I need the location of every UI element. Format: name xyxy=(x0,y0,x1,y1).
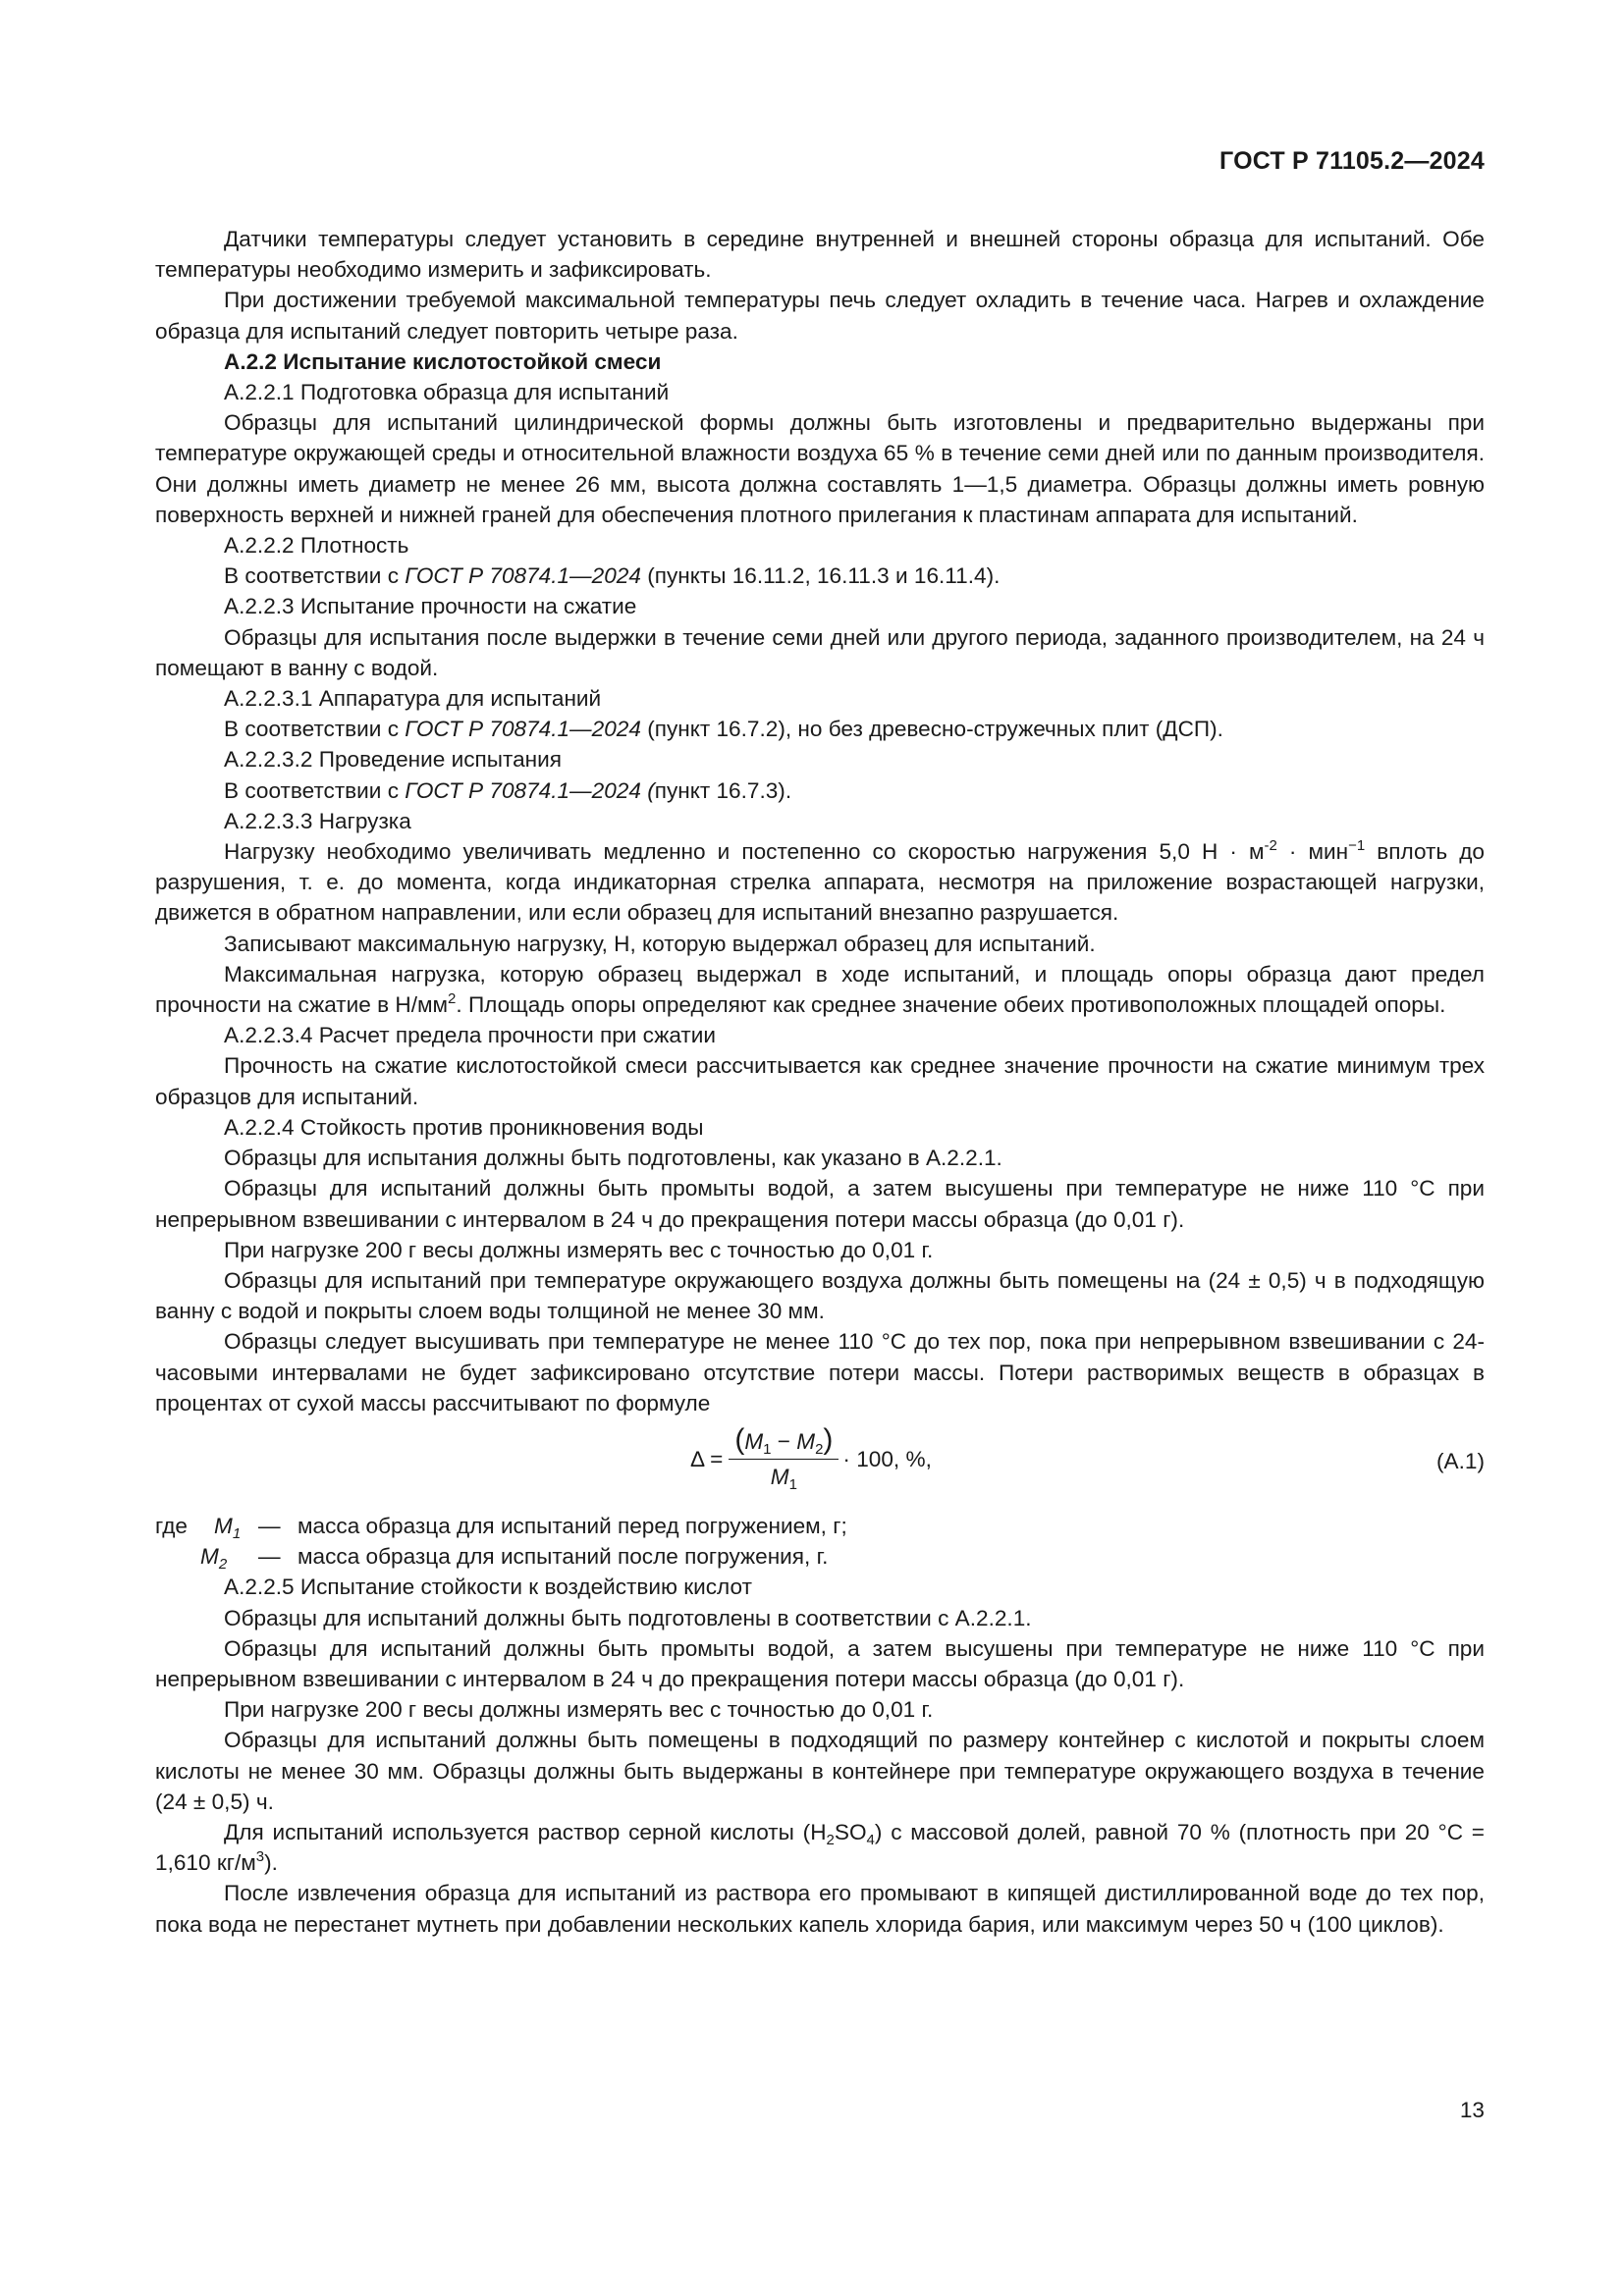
document-body xyxy=(155,224,1485,1940)
text: В соответствии с xyxy=(224,563,406,589)
standard-reference: ГОСТ Р 70874.1—2024 ( xyxy=(405,777,655,803)
symbol-definitions xyxy=(155,1511,1485,1572)
symbol-m2: M xyxy=(796,1428,816,1454)
text: (пункты 16.11.2, 16.11.3 и 16.11.4). xyxy=(640,563,1001,589)
subsection-title: А.2.2.2 Плотность xyxy=(224,533,409,559)
paragraph xyxy=(155,714,1485,744)
document-code-header: ГОСТ Р 71105.2—2024 xyxy=(1219,147,1485,175)
text: вплоть до разрушения, т. е. до момента, когда индикаторная стрелка аппарата, несмотря на приложение возрастающей нагрузки, движется в обратном направлении, или если образец для испытаний внезапно разрушается. xyxy=(155,839,1485,926)
subscript: 4 xyxy=(866,1831,875,1848)
paragraph: Образцы для испытаний должны быть промыты водой, а затем высушены при температуре не ниже 110 °C при непрерывном взвешивании с интервалом в 24 ч до прекращения потери массы образца (до 0,01 г). xyxy=(155,1635,1485,1691)
subscript: 1 xyxy=(788,1476,797,1494)
superscript: -2 xyxy=(1264,837,1277,855)
formula-expression xyxy=(690,1422,932,1494)
paragraph: Прочность на сжатие кислотостойкой смеси рассчитывается как среднее значение прочности на сжатие минимум трех образцов для испытаний. xyxy=(155,1053,1485,1109)
subsection-title: А.2.2.3.2 Проведение испытания xyxy=(224,747,562,773)
paragraph: Образцы для испытаний при температуре окружающего воздуха должны быть помещены на (24 ± 0,5) ч в подходящую ванну с водой и покрыты слоем воды толщиной не менее 30 мм. xyxy=(155,1267,1485,1324)
formula-numerator xyxy=(729,1422,839,1460)
superscript: 3 xyxy=(255,1848,265,1866)
definition-row xyxy=(155,1541,1485,1572)
definition-dash: — xyxy=(258,1544,281,1570)
text: · мин xyxy=(1276,839,1349,865)
paragraph: Образцы следует высушивать при температуре не менее 110 °C до тех пор, пока при непрерывном взвешивании с 24-часовыми интервалами не будет зафиксировано отсутствие потери массы. Потери растворимых веществ в образцах в процентах от сухой массы рассчитывают по формуле xyxy=(155,1329,1485,1415)
subsection-title: А.2.2.3.4 Расчет предела прочности при сжатии xyxy=(224,1023,716,1048)
page-number: 13 xyxy=(1459,2098,1485,2122)
definition-text: масса образца для испытаний после погружения, г. xyxy=(298,1544,829,1570)
text: Для испытаний используется раствор серной кислоты (H xyxy=(224,1819,827,1844)
equation-number: (А.1) xyxy=(1436,1448,1485,1473)
text: Максимальная нагрузка, которую образец выдержал в ходе испытаний, и площадь опоры образца дают предел прочности на сжатие в Н/мм xyxy=(155,961,1485,1018)
paragraph: При нагрузке 200 г весы должны измерять вес с точностью до 0,01 г. xyxy=(224,1237,934,1262)
paragraph: Образцы для испытаний цилиндрической формы должны быть изготовлены и предварительно выдержаны при температуре окружающей среды и относительной влажности воздуха 65 % в течение семи дней или по данным производителя. Они должны иметь диаметр не менее 26 мм, высота должна составлять 1—1,5 диаметра. Образцы должны иметь ровную поверхность верхней и нижней граней для обеспечения плотного прилегания к пластинам аппарата для испытаний. xyxy=(155,410,1485,527)
subsection-title: А.2.2.3.1 Аппаратура для испытаний xyxy=(224,686,602,712)
superscript: −1 xyxy=(1348,837,1366,855)
text: ). xyxy=(264,1850,278,1876)
paragraph xyxy=(155,836,1485,929)
paragraph: Образцы для испытаний должны быть промыты водой, а затем высушены при температуре не ниже 110 °C при непрерывном взвешивании с интервалом в 24 ч до прекращения потери массы образца (до 0,01 г). xyxy=(155,1176,1485,1232)
text: ) с массовой долей, равной 70 % (плотность при 20 °C = 1,610 кг/м xyxy=(155,1819,1486,1876)
subscript: 2 xyxy=(826,1831,835,1848)
symbol-m1: M xyxy=(770,1465,789,1490)
standard-reference: ГОСТ Р 70874.1—2024 xyxy=(405,563,641,589)
definition-row xyxy=(155,1511,1485,1541)
subscript: 2 xyxy=(815,1440,824,1458)
subsection-title: А.2.2.5 Испытание стойкости к воздействию кислот xyxy=(224,1575,752,1600)
paragraph: Записывают максимальную нагрузку, Н, которую выдержал образец для испытаний. xyxy=(224,931,1096,956)
paren-close: ) xyxy=(823,1422,834,1456)
where-label: где xyxy=(155,1513,188,1538)
subsection-title: А.2.2.1 Подготовка образца для испытаний xyxy=(224,380,670,405)
paragraph: Образцы для испытаний должны быть подготовлены в соответствии с А.2.2.1. xyxy=(224,1605,1032,1630)
text: пункт 16.7.3). xyxy=(654,777,792,803)
paragraph xyxy=(155,561,1485,591)
formula-lhs: Δ = xyxy=(690,1447,724,1472)
subsection-title: А.2.2.3 Испытание прочности на сжатие xyxy=(224,594,637,619)
paragraph: Образцы для испытания должны быть подготовлены, как указано в А.2.2.1. xyxy=(224,1146,1002,1171)
paragraph: Образцы для испытания после выдержки в течение семи дней или другого периода, заданного производителем, на 24 ч помещают в ванну с водой. xyxy=(155,624,1485,680)
symbol-m1: M xyxy=(744,1428,764,1454)
paragraph: При нагрузке 200 г весы должны измерять вес с точностью до 0,01 г. xyxy=(224,1697,934,1723)
paragraph xyxy=(155,775,1485,806)
definition-text: масса образца для испытаний перед погружением, г; xyxy=(298,1513,847,1538)
minus-sign: − xyxy=(771,1428,797,1454)
superscript: 2 xyxy=(448,990,457,1008)
paragraph: Образцы для испытаний должны быть помещены в подходящий по размеру контейнер с кислотой и покрыты слоем кислоты не менее 30 мм. Образцы должны быть выдержаны в контейнере при температуре окружающего воздуха в течение (24 ± 0,5) ч. xyxy=(155,1728,1485,1814)
section-heading: А.2.2 Испытание кислотостойкой смеси xyxy=(224,348,662,374)
text: В соответствии с xyxy=(224,777,406,803)
text: В соответствии с xyxy=(224,717,406,742)
paren-open: ( xyxy=(734,1422,745,1456)
text: Нагрузку необходимо увеличивать медленно и постепенно со скоростью нагружения 5,0 Н · м xyxy=(224,839,1265,865)
text: SO xyxy=(834,1819,867,1844)
formula-denominator xyxy=(771,1460,797,1492)
formula-fraction xyxy=(729,1422,839,1494)
definition-symbol: $M_2$ xyxy=(200,1544,228,1574)
definition-dash: — xyxy=(258,1513,281,1538)
standard-reference: ГОСТ Р 70874.1—2024 xyxy=(405,717,641,742)
paragraph: Датчики температуры следует установить в середине внутренней и внешней стороны образца для испытаний. Обе температуры необходимо измерить и зафиксировать. xyxy=(155,227,1485,283)
subsection-title: А.2.2.4 Стойкость против проникновения воды xyxy=(224,1114,704,1140)
subsection-title: А.2.2.3.3 Нагрузка xyxy=(224,808,411,833)
text: (пункт 16.7.2), но без древесно-стружечных плит (ДСП). xyxy=(640,717,1223,742)
formula-rhs: · 100, %, xyxy=(842,1447,932,1472)
formula-a1 xyxy=(155,1424,1485,1501)
text: . Площадь опоры определяют как среднее значение обеих противоположных площадей опоры. xyxy=(456,992,1446,1018)
paragraph: После извлечения образца для испытаний из раствора его промывают в кипящей дистиллированной воде до тех пор, пока вода не перестанет мутнеть при добавлении нескольких капель хлорида бария, или максимум через 50 ч (100 циклов). xyxy=(155,1881,1485,1937)
paragraph xyxy=(155,1817,1485,1878)
definition-symbol: $M_1$ xyxy=(214,1513,242,1542)
paragraph xyxy=(155,959,1485,1020)
subscript: 1 xyxy=(763,1440,772,1458)
paragraph: При достижении требуемой максимальной температуры печь следует охладить в течение часа. Нагрев и охлаждение образца для испытаний следует повторить четыре раза. xyxy=(155,288,1485,344)
